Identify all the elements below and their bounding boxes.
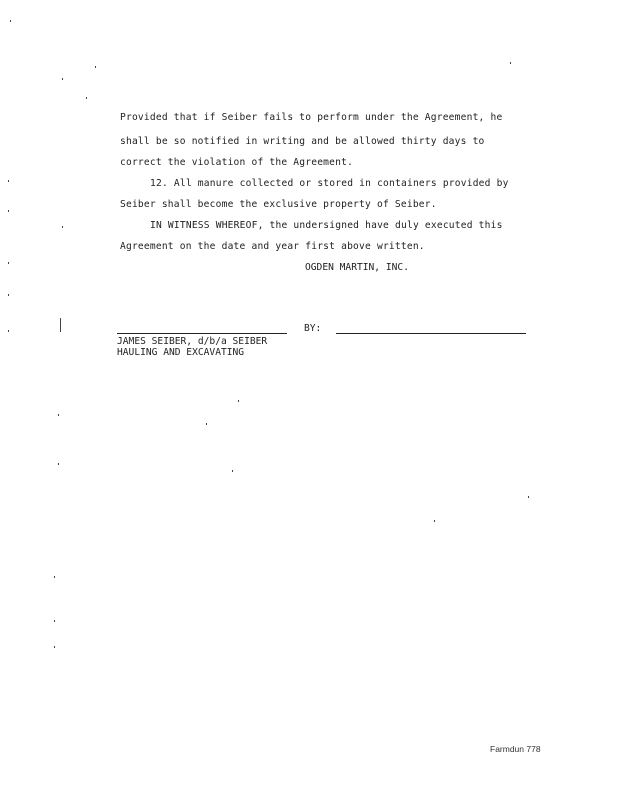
scan-speck xyxy=(58,463,59,465)
scan-speck xyxy=(8,180,9,182)
signatory-name: JAMES SEIBER, d/b/a SEIBER xyxy=(117,336,268,347)
text-line-4: 12. All manure collected or stored in containers provided by xyxy=(150,178,509,189)
scan-speck xyxy=(8,210,9,212)
scan-speck xyxy=(60,318,61,332)
text-line-5: Seiber shall become the exclusive property of Seiber. xyxy=(120,199,437,210)
scan-speck xyxy=(8,294,9,296)
scan-speck xyxy=(206,423,207,425)
scan-speck xyxy=(58,414,59,416)
scan-speck xyxy=(54,576,55,578)
page-footer-id: Farmdun 778 xyxy=(490,744,541,754)
scan-speck xyxy=(238,400,239,402)
scan-speck xyxy=(54,646,55,648)
text-line-2: shall be so notified in writing and be allowed thirty days to xyxy=(120,136,485,147)
scan-speck xyxy=(8,262,9,264)
scan-speck xyxy=(434,520,435,522)
scan-speck xyxy=(62,226,63,228)
scan-speck xyxy=(86,97,87,99)
scan-speck xyxy=(232,470,233,472)
signature-line-left xyxy=(117,333,287,334)
scan-speck xyxy=(62,78,63,80)
signatory-business: HAULING AND EXCAVATING xyxy=(117,347,245,358)
scan-speck xyxy=(54,620,55,622)
scan-speck xyxy=(8,330,9,332)
text-line-1: Provided that if Seiber fails to perform under the Agreement, he xyxy=(120,112,503,123)
scan-speck xyxy=(95,66,96,68)
text-line-3: correct the violation of the Agreement. xyxy=(120,157,354,168)
signature-line-right xyxy=(336,333,526,334)
company-name: OGDEN MARTIN, INC. xyxy=(305,262,409,273)
text-line-6: IN WITNESS WHEREOF, the undersigned have duly executed this xyxy=(150,220,503,231)
text-line-7: Agreement on the date and year first above written. xyxy=(120,241,425,252)
scan-speck xyxy=(528,496,529,498)
scan-speck xyxy=(510,62,511,64)
by-label: BY: xyxy=(304,323,322,334)
scan-speck xyxy=(10,20,11,22)
